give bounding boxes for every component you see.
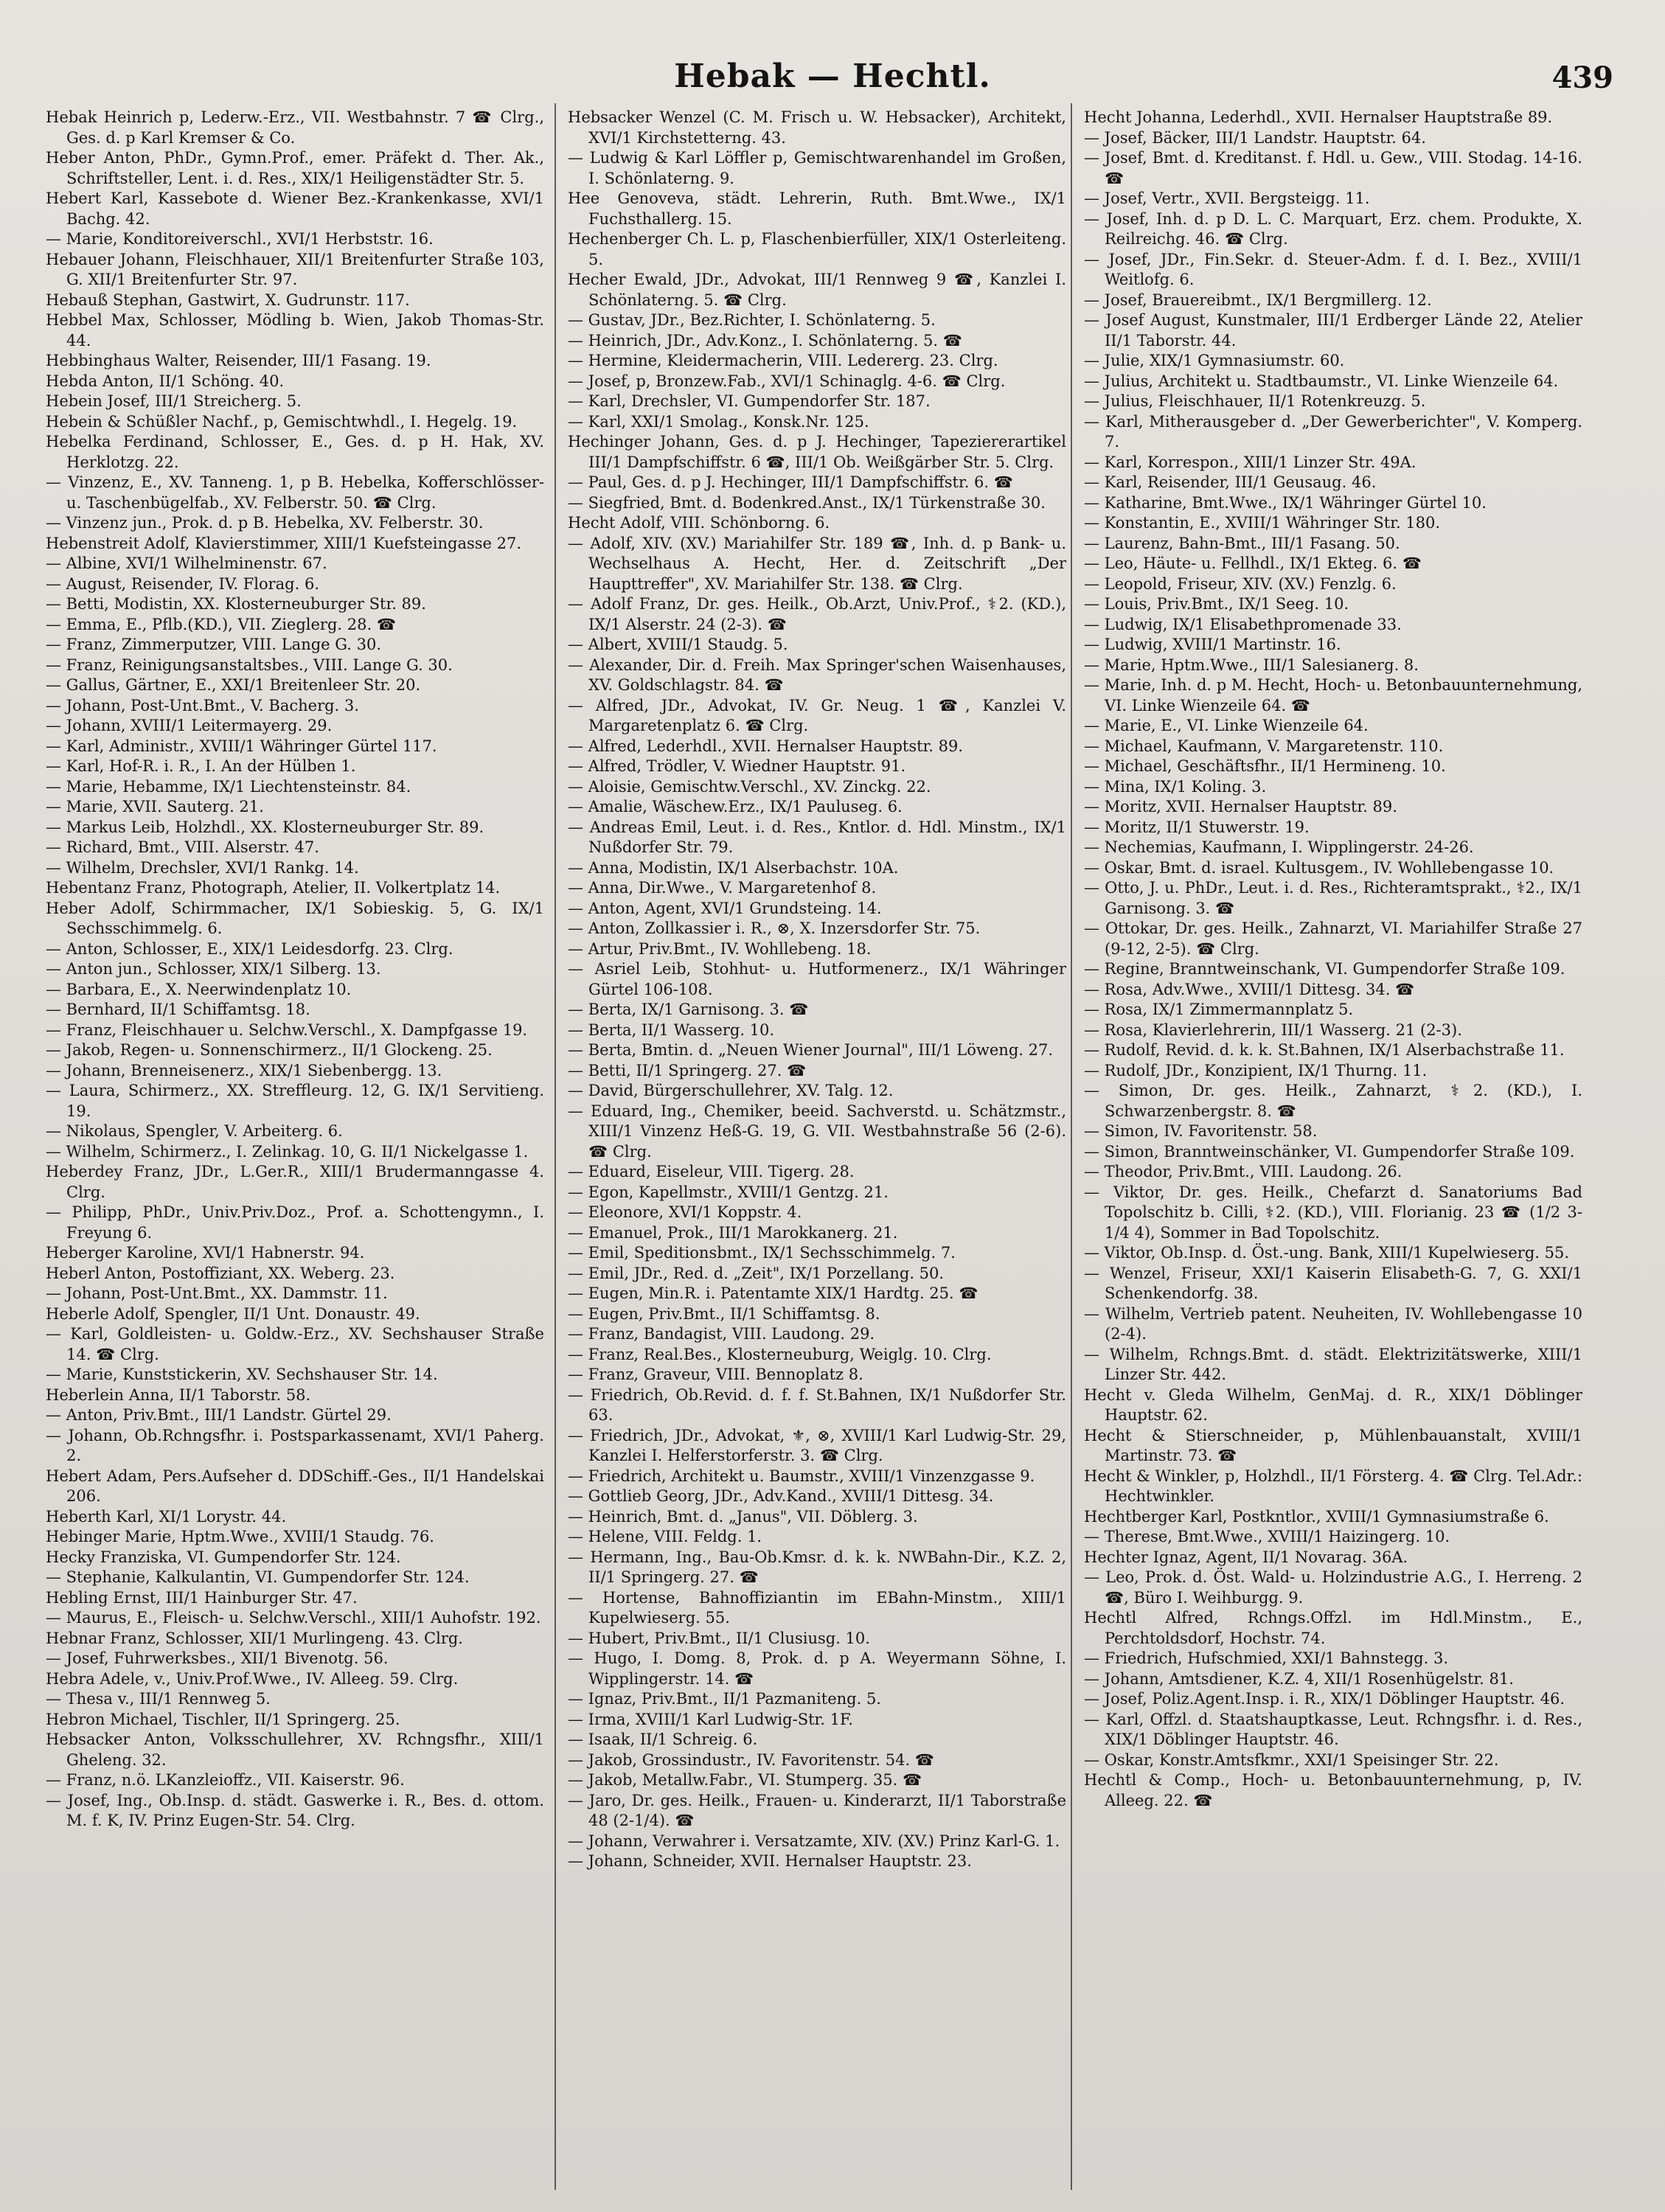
- column-2: [568, 108, 1066, 2184]
- directory-entry: — Josef August, Kunstmaler, III/1 Erdberger Lände 22, Atelier II/1 Taborstr. 44.: [1084, 311, 1582, 349]
- directory-entry: — Viktor, Ob.Insp. d. Öst.-ung. Bank, XIII/1 Kupelwieserg. 55.: [1084, 1244, 1570, 1262]
- directory-entry: — Wilhelm, Schirmerz., I. Zelinkag. 10, G. II/1 Nickelgasse 1.: [46, 1142, 529, 1161]
- directory-entry: — Johann, Post-Unt.Bmt., XX. Dammstr. 11.: [46, 1284, 388, 1302]
- directory-entry: Heberlein Anna, II/1 Taborstr. 58.: [46, 1385, 311, 1404]
- directory-entry: Hecht Johanna, Lederhdl., XVII. Hernalser Hauptstraße 89.: [1084, 108, 1553, 126]
- directory-entry: — Vinzenz, E., XV. Tanneng. 1, p B. Hebelka, Kofferschlösser- u. Taschenbügelfab., XV. Felberstr. 50. ☎ Clrg.: [46, 473, 544, 512]
- directory-entry: Hechtberger Karl, Postkntlor., XVIII/1 Gymnasiumstraße 6.: [1084, 1507, 1549, 1526]
- directory-entry: — Johann, Amtsdiener, K.Z. 4, XII/1 Rosenhügelstr. 81.: [1084, 1669, 1514, 1688]
- directory-entry: — Wenzel, Friseur, XXI/1 Kaiserin Elisabeth-G. 7, G. XXI/1 Schenkendorfg. 38.: [1084, 1264, 1582, 1302]
- directory-entry: — Bernhard, II/1 Schiffamtsg. 18.: [46, 1001, 310, 1018]
- directory-entry: Hebinger Marie, Hptm.Wwe., XVIII/1 Staudg. 76.: [46, 1528, 434, 1545]
- directory-entry: Hebsacker Anton, Volksschullehrer, XV. Rchngsfhr., XIII/1 Gheleng. 32.: [46, 1731, 544, 1769]
- directory-entry: — Johann, Brenneisenerz., XIX/1 Siebenbergg. 13.: [46, 1061, 442, 1079]
- directory-entry: — Johann, Schneider, XVII. Hernalser Hauptstr. 23.: [568, 1852, 972, 1870]
- directory-entry: — Stephanie, Kalkulantin, VI. Gumpendorfer Str. 124.: [46, 1568, 470, 1586]
- directory-entry: — Rosa, IX/1 Zimmermannplatz 5.: [1084, 1001, 1354, 1018]
- directory-entry: — Karl, Korrespon., XIII/1 Linzer Str. 49A.: [1084, 453, 1417, 471]
- directory-entry: Hebelka Ferdinand, Schlosser, E., Ges. d. p H. Hak, XV. Herklotzg. 22.: [46, 433, 544, 471]
- directory-entry: — Jakob, Regen- u. Sonnenschirmerz., II/1 Glockeng. 25.: [46, 1041, 493, 1059]
- directory-entry: — Eugen, Min.R. i. Patentamte XIX/1 Hardtg. 25. ☎: [568, 1284, 979, 1302]
- directory-entry: — Louis, Priv.Bmt., IX/1 Seeg. 10.: [1084, 595, 1349, 613]
- directory-entry: — Josef, Vertr., XVII. Bergsteigg. 11.: [1084, 189, 1370, 207]
- directory-entry: Hebda Anton, II/1 Schöng. 40.: [46, 372, 285, 390]
- directory-entry: — Hubert, Priv.Bmt., II/1 Clusiusg. 10.: [568, 1629, 870, 1647]
- directory-entry: — Wilhelm, Rchngs.Bmt. d. städt. Elektrizitätswerke, XIII/1 Linzer Str. 442.: [1084, 1345, 1582, 1383]
- directory-entry: Hebron Michael, Tischler, II/1 Springerg. 25.: [46, 1710, 400, 1728]
- directory-entry: — Katharine, Bmt.Wwe., IX/1 Währinger Gürtel 10.: [1084, 493, 1487, 512]
- directory-entry: — Therese, Bmt.Wwe., XVIII/1 Haizingerg. 10.: [1084, 1528, 1450, 1545]
- directory-entry: — Viktor, Dr. ges. Heilk., Chefarzt d. Sanatoriums Bad Topolschitz b. Cilli, ⚕2. (KD.), VIII. Florianig. 23 ☎ (1/2 3-1/4 4), Sommer in Bad Topolschitz.: [1084, 1183, 1582, 1242]
- directory-entry: — Heinrich, JDr., Adv.Konz., I. Schönlaterng. 5. ☎: [568, 331, 962, 349]
- directory-entry: — Franz, n.ö. LKanzleioffz., VII. Kaiserstr. 96.: [46, 1771, 405, 1789]
- directory-entry: — David, Bürgerschullehrer, XV. Talg. 12.: [568, 1082, 894, 1099]
- directory-entry: — Berta, II/1 Wasserg. 10.: [568, 1020, 775, 1039]
- directory-entry: — Asriel Leib, Stohhut- u. Hutformenerz., IX/1 Währinger Gürtel 106-108.: [568, 960, 1066, 998]
- directory-entry: — Gallus, Gärtner, E., XXI/1 Breitenleer Str. 20.: [46, 676, 421, 694]
- directory-entry: — Rosa, Klavierlehrerin, III/1 Wasserg. 21 (2-3).: [1084, 1020, 1462, 1039]
- directory-entry: — Laura, Schirmerz., XX. Streffleurg. 12, G. IX/1 Servitieng. 19.: [46, 1082, 544, 1120]
- directory-entry: — Friedrich, Ob.Revid. d. f. f. St.Bahnen, IX/1 Nußdorfer Str. 63.: [568, 1385, 1066, 1424]
- directory-entry: — Karl, Goldleisten- u. Goldw.-Erz., XV. Sechshauser Straße 14. ☎ Clrg.: [46, 1325, 544, 1363]
- directory-entry: — Ludwig, IX/1 Elisabethpromenade 33.: [1084, 615, 1402, 633]
- directory-entry: Heberl Anton, Postoffiziant, XX. Weberg. 23.: [46, 1264, 395, 1282]
- directory-entry: — Adolf Franz, Dr. ges. Heilk., Ob.Arzt, Univ.Prof., ⚕2. (KD.), IX/1 Alserstr. 24 (2-3). ☎: [568, 595, 1066, 633]
- directory-entry: — Andreas Emil, Leut. i. d. Res., Kntlor. d. Hdl. Minstm., IX/1 Nußdorfer Str. 79.: [568, 818, 1066, 856]
- directory-entry: — Ignaz, Priv.Bmt., II/1 Pazmaniteng. 5.: [568, 1690, 881, 1708]
- directory-entry: — Ludwig, XVIII/1 Martinstr. 16.: [1084, 636, 1341, 653]
- directory-entry: Heber Anton, PhDr., Gymn.Prof., emer. Präfekt d. Ther. Ak., Schriftsteller, Lent. i. d. Res., XIX/1 Heiligenstädter Str. 5.: [46, 149, 544, 187]
- running-head: Hebak — Hechtl.: [674, 58, 991, 95]
- directory-entry: — Gustav, JDr., Bez.Richter, I. Schönlaterng. 5.: [568, 311, 936, 329]
- directory-entry: Hee Genoveva, städt. Lehrerin, Ruth. Bmt.Wwe., IX/1 Fuchsthallerg. 15.: [568, 189, 1066, 228]
- directory-entry: — Friedrich, Architekt u. Baumstr., XVIII/1 Vinzenzgasse 9.: [568, 1467, 1035, 1485]
- directory-entry: — Simon, IV. Favoritenstr. 58.: [1084, 1122, 1318, 1140]
- directory-entry: — Marie, E., VI. Linke Wienzeile 64.: [1084, 717, 1369, 734]
- directory-entry: — Moritz, II/1 Stuwerstr. 19.: [1084, 818, 1310, 836]
- directory-entry: Hebein & Schüßler Nachf., p, Gemischtwhdl., I. Hegelg. 19.: [46, 412, 518, 431]
- directory-entry: — Simon, Dr. ges. Heilk., Zahnarzt, ⚕2. (KD.), I. Schwarzenbergstr. 8. ☎: [1084, 1082, 1582, 1120]
- directory-entry: — Maurus, E., Fleisch- u. Selchw.Verschl., XIII/1 Auhofstr. 192.: [46, 1609, 541, 1627]
- column-3: [1084, 108, 1582, 2184]
- directory-entry: — Anton, Priv.Bmt., III/1 Landstr. Gürtel 29.: [46, 1406, 392, 1424]
- directory-entry: Hecky Franziska, VI. Gumpendorfer Str. 124.: [46, 1548, 401, 1566]
- directory-entry: Hechtl Alfred, Rchngs.Offzl. im Hdl.Minstm., E., Perchtoldsdorf, Hochstr. 74.: [1084, 1609, 1582, 1647]
- directory-entry: Hebert Karl, Kassebote d. Wiener Bez.-Krankenkasse, XVI/1 Bachg. 42.: [46, 189, 544, 228]
- directory-entry: — Philipp, PhDr., Univ.Priv.Doz., Prof. a. Schottengymn., I. Freyung 6.: [46, 1203, 544, 1242]
- directory-entry: Hebert Adam, Pers.Aufseher d. DDSchiff.-Ges., II/1 Handelskai 206.: [46, 1467, 544, 1505]
- directory-entry: — Michael, Kaufmann, V. Margaretenstr. 110.: [1084, 737, 1444, 755]
- directory-entry: — Albert, XVIII/1 Staudg. 5.: [568, 636, 788, 653]
- directory-entry: — Theodor, Priv.Bmt., VIII. Laudong. 26.: [1084, 1163, 1402, 1180]
- directory-entry: Heberdey Franz, JDr., L.Ger.R., XIII/1 Brudermanngasse 4. Clrg.: [46, 1163, 544, 1201]
- directory-entry: — Alfred, Lederhdl., XVII. Hernalser Hauptstr. 89.: [568, 737, 964, 755]
- directory-entry: — Paul, Ges. d. p J. Hechinger, III/1 Dampfschiffstr. 6. ☎: [568, 473, 1013, 491]
- directory-entry: — Michael, Geschäftsfhr., II/1 Hermineng. 10.: [1084, 757, 1446, 775]
- directory-entry: Hebbinghaus Walter, Reisender, III/1 Fasang. 19.: [46, 352, 431, 369]
- directory-entry: — Julius, Fleischhauer, II/1 Rotenkreuzg. 5.: [1084, 392, 1426, 410]
- directory-entry: — Josef, Inh. d. p D. L. C. Marquart, Erz. chem. Produkte, X. Reilreichg. 46. ☎ Clrg.: [1084, 209, 1582, 248]
- directory-entry: — Alexander, Dir. d. Freih. Max Springer'schen Waisenhauses, XV. Goldschlagstr. 84. ☎: [568, 655, 1066, 694]
- column-divider: [1071, 103, 1072, 2190]
- directory-entry: — Franz, Real.Bes., Klosterneuburg, Weiglg. 10. Clrg.: [568, 1345, 992, 1363]
- directory-entry: — Betti, Modistin, XX. Klosterneuburger Str. 89.: [46, 595, 426, 613]
- directory-entry: — Josef, Bmt. d. Kreditanst. f. Hdl. u. Gew., VIII. Stodag. 14-16. ☎: [1084, 149, 1582, 187]
- directory-entry: — Leopold, Friseur, XIV. (XV.) Fenzlg. 6.: [1084, 574, 1397, 593]
- directory-entry: — Betti, II/1 Springerg. 27. ☎: [568, 1061, 807, 1079]
- directory-entry: — Egon, Kapellmstr., XVIII/1 Gentzg. 21.: [568, 1183, 889, 1201]
- directory-entry: Heber Adolf, Schirmmacher, IX/1 Sobieskig. 5, G. IX/1 Sechsschimmelg. 6.: [46, 899, 544, 937]
- directory-entry: — Berta, IX/1 Garnisong. 3. ☎: [568, 1001, 809, 1018]
- directory-entry: Hechenberger Ch. L. p, Flaschenbierfüller, XIX/1 Osterleiteng. 5.: [568, 230, 1066, 268]
- directory-entry: — Anna, Modistin, IX/1 Alserbachstr. 10A.: [568, 858, 899, 877]
- directory-entry: — Eduard, Ing., Chemiker, beeid. Sachverstd. u. Schätzmstr., XIII/1 Vinzenz Heß-G. 19, G. VII. Westbahnstraße 56 (2-6). ☎ Clrg.: [568, 1102, 1066, 1161]
- directory-entry: — Irma, XVIII/1 Karl Ludwig-Str. 1F.: [568, 1710, 853, 1728]
- directory-entry: — Albine, XVI/1 Wilhelminenstr. 67.: [46, 554, 327, 572]
- directory-entry: — Marie, Hptm.Wwe., III/1 Salesianerg. 8.: [1084, 655, 1419, 674]
- directory-entry: Hebling Ernst, III/1 Hainburger Str. 47.: [46, 1588, 358, 1607]
- directory-entry: — Karl, Drechsler, VI. Gumpendorfer Str. 187.: [568, 392, 931, 410]
- directory-entry: — Emma, E., Pflb.(KD.), VII. Zieglerg. 28. ☎: [46, 615, 396, 633]
- directory-entry: — Vinzenz jun., Prok. d. p B. Hebelka, XV. Felberstr. 30.: [46, 514, 484, 532]
- directory-entry: Hecht Adolf, VIII. Schönborng. 6.: [568, 514, 830, 532]
- directory-entry: Hebsacker Wenzel (C. M. Frisch u. W. Hebsacker), Architekt, XVI/1 Kirchstetterng. 43.: [568, 108, 1066, 147]
- directory-entry: — Josef, Brauereibmt., IX/1 Bergmillerg. 12.: [1084, 291, 1432, 309]
- directory-entry: — Thesa v., III/1 Rennweg 5.: [46, 1690, 271, 1708]
- directory-entry: — Siegfried, Bmt. d. Bodenkred.Anst., IX/1 Türkenstraße 30.: [568, 493, 1046, 512]
- directory-entry: — Nikolaus, Spengler, V. Arbeiterg. 6.: [46, 1122, 343, 1140]
- directory-entry: — Aloisie, Gemischtw.Verschl., XV. Zinckg. 22.: [568, 777, 931, 796]
- directory-entry: — Anton, Schlosser, E., XIX/1 Leidesdorfg. 23. Clrg.: [46, 939, 453, 958]
- directory-entry: — Isaak, II/1 Schreig. 6.: [568, 1731, 758, 1748]
- directory-entry: Hebentanz Franz, Photograph, Atelier, II. Volkertplatz 14.: [46, 879, 501, 897]
- directory-entry: — Friedrich, Hufschmied, XXI/1 Bahnstegg. 3.: [1084, 1649, 1449, 1667]
- directory-entry: — Marie, Inh. d. p M. Hecht, Hoch- u. Betonbauunternehmung, VI. Linke Wienzeile 64. ☎: [1084, 676, 1582, 714]
- directory-entry: — Karl, Administr., XVIII/1 Währinger Gürtel 117.: [46, 737, 437, 755]
- directory-entry: — Jaro, Dr. ges. Heilk., Frauen- u. Kinderarzt, II/1 Taborstraße 48 (2-1/4). ☎: [568, 1791, 1066, 1829]
- directory-entry: — Josef, Ing., Ob.Insp. d. städt. Gaswerke i. R., Bes. d. ottom. M. f. K, IV. Prinz Eugen-Str. 54. Clrg.: [46, 1791, 544, 1829]
- directory-entry: — Emanuel, Prok., III/1 Marokkanerg. 21.: [568, 1223, 898, 1242]
- directory-entry: — Eduard, Eiseleur, VIII. Tigerg. 28.: [568, 1163, 855, 1180]
- directory-entry: — Eleonore, XVI/1 Koppstr. 4.: [568, 1203, 802, 1221]
- directory-entry: Hecht & Stierschneider, p, Mühlenbauanstalt, XVIII/1 Martinstr. 73. ☎: [1084, 1426, 1582, 1464]
- directory-entry: Hecher Ewald, JDr., Advokat, III/1 Rennweg 9 ☎, Kanzlei I. Schönlaterng. 5. ☎ Clrg.: [568, 271, 1066, 309]
- directory-entry: — Nechemias, Kaufmann, I. Wipplingerstr. 24-26.: [1084, 838, 1474, 856]
- directory-entry: — Richard, Bmt., VIII. Alserstr. 47.: [46, 838, 319, 856]
- directory-entry: — Anton, Agent, XVI/1 Grundsteing. 14.: [568, 899, 882, 917]
- directory-entry: — Josef, Fuhrwerksbes., XII/1 Bivenotg. 56.: [46, 1649, 389, 1667]
- directory-entry: Hebra Adele, v., Univ.Prof.Wwe., IV. Alleeg. 59. Clrg.: [46, 1669, 459, 1688]
- directory-entry: Hebenstreit Adolf, Klavierstimmer, XIII/1 Kuefsteingasse 27.: [46, 534, 522, 552]
- directory-entry: Heberger Karoline, XVI/1 Habnerstr. 94.: [46, 1244, 365, 1262]
- directory-entry: — Marie, XVII. Sauterg. 21.: [46, 798, 264, 815]
- directory-entry: — Gottlieb Georg, JDr., Adv.Kand., XVIII/1 Dittesg. 34.: [568, 1487, 994, 1505]
- directory-entry: — Berta, Bmtin. d. „Neuen Wiener Journal", III/1 Löweng. 27.: [568, 1041, 1054, 1059]
- directory-entry: — Johann, XVIII/1 Leitermayerg. 29.: [46, 717, 333, 734]
- directory-entry: — Leo, Prok. d. Öst. Wald- u. Holzindustrie A.G., I. Herreng. 2 ☎, Büro I. Weihburgg. 9.: [1084, 1568, 1582, 1607]
- directory-entry: — Jakob, Metallw.Fabr., VI. Stumperg. 35. ☎: [568, 1771, 922, 1789]
- directory-entry: Hebein Josef, III/1 Streicherg. 5.: [46, 392, 302, 410]
- directory-entry: — Marie, Konditoreiverschl., XVI/1 Herbststr. 16.: [46, 230, 434, 248]
- directory-entry: — Jakob, Grossindustr., IV. Favoritenstr. 54. ☎: [568, 1750, 934, 1769]
- directory-entry: — Simon, Branntweinschänker, VI. Gumpendorfer Straße 109.: [1084, 1142, 1575, 1161]
- directory-entry: — Josef, Bäcker, III/1 Landstr. Hauptstr. 64.: [1084, 128, 1426, 147]
- directory-entry: — Otto, J. u. PhDr., Leut. i. d. Res., Richteramtsprakt., ⚕2., IX/1 Garnisong. 3. ☎: [1084, 879, 1582, 917]
- directory-entry: — Helene, VIII. Feldg. 1.: [568, 1528, 762, 1545]
- directory-entry: — Heinrich, Bmt. d. „Janus", VII. Döblerg. 3.: [568, 1507, 918, 1526]
- directory-entry: — Wilhelm, Drechsler, XVI/1 Rankg. 14.: [46, 858, 359, 877]
- directory-entry: Hechinger Johann, Ges. d. p J. Hechinger, Tapeziererartikel III/1 Dampfschiffstr. 6 ☎, III/1 Ob. Weißgärber Str. 5. Clrg.: [568, 433, 1066, 471]
- directory-entry: Hebbel Max, Schlosser, Mödling b. Wien, Jakob Thomas-Str. 44.: [46, 311, 544, 349]
- directory-entry: — Rudolf, Revid. d. k. k. St.Bahnen, IX/1 Alserbachstraße 11.: [1084, 1041, 1565, 1059]
- directory-entry: — Ottokar, Dr. ges. Heilk., Zahnarzt, VI. Mariahilfer Straße 27 (9-12, 2-5). ☎ Clrg.: [1084, 919, 1582, 958]
- directory-entry: — Josef, p, Bronzew.Fab., XVI/1 Schinaglg. 4-6. ☎ Clrg.: [568, 372, 1006, 390]
- directory-entry: — Mina, IX/1 Koling. 3.: [1084, 777, 1267, 796]
- directory-entry: — Josef, JDr., Fin.Sekr. d. Steuer-Adm. f. d. I. Bez., XVIII/1 Weitlofg. 6.: [1084, 250, 1582, 288]
- directory-entry: — Anton, Zollkassier i. R., ⊗, X. Inzersdorfer Str. 75.: [568, 919, 981, 937]
- page-number: 439: [1551, 60, 1613, 95]
- directory-entry: — Eugen, Priv.Bmt., II/1 Schiffamtsg. 8.: [568, 1304, 880, 1323]
- directory-entry: — Marie, Hebamme, IX/1 Liechtensteinstr. 84.: [46, 777, 411, 796]
- directory-entry: — Konstantin, E., XVIII/1 Währinger Str. 180.: [1084, 514, 1441, 532]
- directory-entry: — Josef, Poliz.Agent.Insp. i. R., XIX/1 Döblinger Hauptstr. 46.: [1084, 1690, 1565, 1708]
- directory-entry: — Franz, Reinigungsanstaltsbes., VIII. Lange G. 30.: [46, 655, 453, 674]
- directory-entry: — Franz, Zimmerputzer, VIII. Lange G. 30.: [46, 636, 382, 653]
- directory-entry: — Alfred, Trödler, V. Wiedner Hauptstr. 91.: [568, 757, 906, 775]
- directory-entry: — Marie, Kunststickerin, XV. Sechshauser Str. 14.: [46, 1366, 438, 1383]
- directory-entry: — Franz, Graveur, VIII. Bennoplatz 8.: [568, 1366, 863, 1383]
- directory-entry: — Karl, XXI/1 Smolag., Konsk.Nr. 125.: [568, 412, 869, 431]
- directory-entry: — Hugo, I. Domg. 8, Prok. d. p A. Weyermann Söhne, I. Wipplingerstr. 14. ☎: [568, 1649, 1066, 1688]
- directory-entry: — Adolf, XIV. (XV.) Mariahilfer Str. 189 ☎, Inh. d. p Bank- u. Wechselhaus A. Hecht, Her. d. Zeitschrift „Der Haupttreffer", XV. Mariahilfer Str. 138. ☎ Clrg.: [568, 534, 1066, 593]
- directory-entry: — Alfred, JDr., Advokat, IV. Gr. Neug. 1 ☎, Kanzlei V. Margaretenplatz 6. ☎ Clrg.: [568, 696, 1066, 734]
- directory-entry: — Artur, Priv.Bmt., IV. Wohllebeng. 18.: [568, 939, 872, 958]
- directory-entry: Hechter Ignaz, Agent, II/1 Novarag. 36A.: [1084, 1548, 1408, 1566]
- directory-entry: — Johann, Ob.Rchngsfhr. i. Postsparkassenamt, XVI/1 Paherg. 2.: [46, 1426, 544, 1464]
- directory-entry: — Leo, Häute- u. Fellhdl., IX/1 Ekteg. 6. ☎: [1084, 554, 1422, 572]
- directory-entry: — Emil, JDr., Red. d. „Zeit", IX/1 Porzellang. 50.: [568, 1264, 945, 1282]
- directory-entry: — Amalie, Wäschew.Erz., IX/1 Pauluseg. 6.: [568, 798, 903, 815]
- directory-entry: — Hortense, Bahnoffiziantin im EBahn-Minstm., XIII/1 Kupelwieserg. 55.: [568, 1588, 1066, 1627]
- directory-entry: — Moritz, XVII. Hernalser Hauptstr. 89.: [1084, 798, 1397, 815]
- directory-entry: — Franz, Fleischhauer u. Selchw.Verschl., X. Dampfgasse 19.: [46, 1020, 528, 1039]
- directory-entry: — Karl, Reisender, III/1 Geusaug. 46.: [1084, 473, 1377, 491]
- directory-entry: — Friedrich, JDr., Advokat, ⚜, ⊗, XVIII/1 Karl Ludwig-Str. 29, Kanzlei I. Helferstorferstr. 3. ☎ Clrg.: [568, 1426, 1066, 1464]
- directory-entry: — August, Reisender, IV. Florag. 6.: [46, 574, 319, 593]
- directory-entry: — Karl, Offzl. d. Staatshauptkasse, Leut. Rchngsfhr. i. d. Res., XIX/1 Döblinger Hauptstr. 46.: [1084, 1710, 1582, 1748]
- page-header: [44, 58, 1621, 102]
- directory-entry: — Anna, Dir.Wwe., V. Margaretenhof 8.: [568, 879, 877, 897]
- directory-entry: — Emil, Speditionsbmt., IX/1 Sechsschimmelg. 7.: [568, 1244, 956, 1262]
- directory-entry: — Oskar, Konstr.Amtsfkmr., XXI/1 Speisinger Str. 22.: [1084, 1750, 1499, 1769]
- directory-entry: — Rudolf, JDr., Konzipient, IX/1 Thurng. 11.: [1084, 1061, 1428, 1079]
- directory-entry: — Julius, Architekt u. Stadtbaumstr., VI. Linke Wienzeile 64.: [1084, 372, 1559, 390]
- directory-entry: — Franz, Bandagist, VIII. Laudong. 29.: [568, 1325, 875, 1343]
- directory-entry: Hebak Heinrich p, Lederw.-Erz., VII. Westbahnstr. 7 ☎ Clrg., Ges. d. p Karl Kremser & Co.: [46, 108, 544, 147]
- directory-entry: Hebnar Franz, Schlosser, XII/1 Murlingeng. 43. Clrg.: [46, 1629, 463, 1647]
- directory-entry: — Oskar, Bmt. d. israel. Kultusgem., IV. Wohllebengasse 10.: [1084, 858, 1554, 877]
- directory-entry: — Hermann, Ing., Bau-Ob.Kmsr. d. k. k. NWBahn-Dir., K.Z. 2, II/1 Springerg. 27. ☎: [568, 1548, 1066, 1586]
- directory-entry: Hebauer Johann, Fleischhauer, XII/1 Breitenfurter Straße 103, G. XII/1 Breitenfurter Str. 97.: [46, 250, 544, 288]
- directory-entry: — Wilhelm, Vertrieb patent. Neuheiten, IV. Wohllebengasse 10 (2-4).: [1084, 1304, 1582, 1343]
- directory-entry: — Julie, XIX/1 Gymnasiumstr. 60.: [1084, 352, 1345, 369]
- directory-entry: Hecht v. Gleda Wilhelm, GenMaj. d. R., XIX/1 Döblinger Hauptstr. 62.: [1084, 1385, 1582, 1424]
- directory-entry: — Anton jun., Schlosser, XIX/1 Silberg. 13.: [46, 960, 381, 978]
- directory-entry: Heberle Adolf, Spengler, II/1 Unt. Donaustr. 49.: [46, 1304, 420, 1323]
- directory-entry: Hecht & Winkler, p, Holzhdl., II/1 Försterg. 4. ☎ Clrg. Tel.Adr.: Hechtwinkler.: [1084, 1467, 1582, 1505]
- column-divider: [555, 103, 556, 2190]
- directory-entry: — Ludwig & Karl Löffler p, Gemischtwarenhandel im Großen, I. Schönlaterng. 9.: [568, 149, 1066, 187]
- directory-entry: Heberth Karl, XI/1 Lorystr. 44.: [46, 1507, 287, 1526]
- directory-entry: Hechtl & Comp., Hoch- u. Betonbauunternehmung, p, IV. Alleeg. 22. ☎: [1084, 1771, 1582, 1809]
- directory-entry: — Laurenz, Bahn-Bmt., III/1 Fasang. 50.: [1084, 534, 1400, 552]
- directory-entry: — Johann, Post-Unt.Bmt., V. Bacherg. 3.: [46, 696, 359, 714]
- directory-entry: — Karl, Hof-R. i. R., I. An der Hülben 1.: [46, 757, 356, 775]
- column-1: [46, 108, 544, 2184]
- directory-entry: — Regine, Branntweinschank, VI. Gumpendorfer Straße 109.: [1084, 960, 1565, 978]
- directory-entry: — Markus Leib, Holzhdl., XX. Klosterneuburger Str. 89.: [46, 818, 484, 836]
- directory-entry: — Hermine, Kleidermacherin, VIII. Ledererg. 23. Clrg.: [568, 352, 998, 369]
- directory-entry: — Johann, Verwahrer i. Versatzamte, XIV. (XV.) Prinz Karl-G. 1.: [568, 1832, 1060, 1850]
- directory-entry: Hebauß Stephan, Gastwirt, X. Gudrunstr. 117.: [46, 291, 410, 309]
- directory-entry: — Karl, Mitherausgeber d. „Der Gewerberichter", V. Komperg. 7.: [1084, 412, 1582, 451]
- directory-entry: — Rosa, Adv.Wwe., XVIII/1 Dittesg. 34. ☎: [1084, 980, 1415, 998]
- directory-entry: — Barbara, E., X. Neerwindenplatz 10.: [46, 980, 352, 998]
